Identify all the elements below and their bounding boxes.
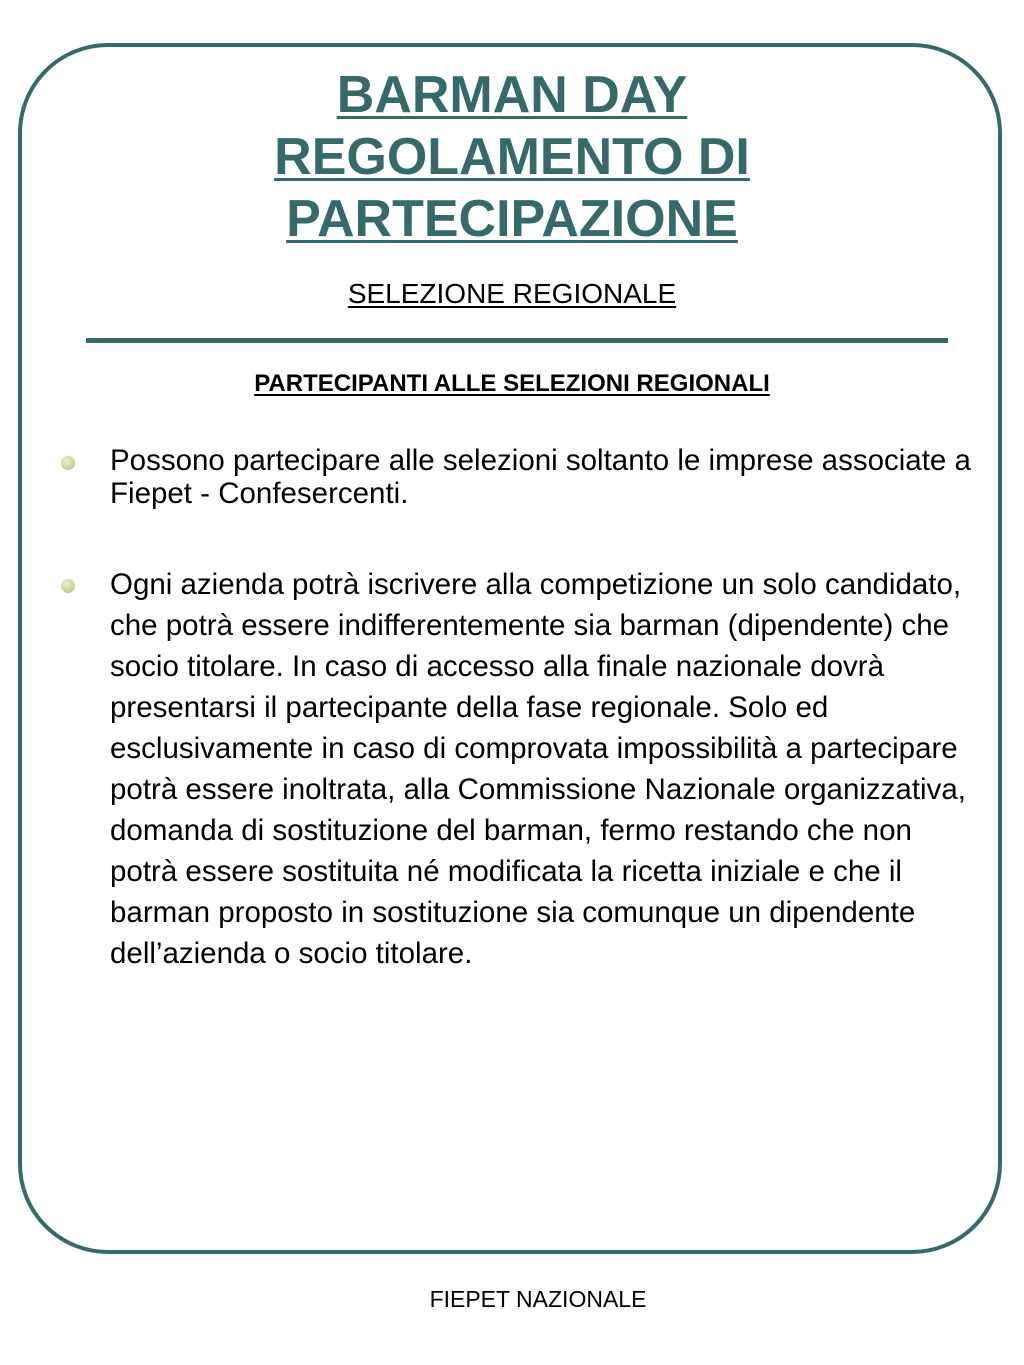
slide-footer: FIEPET NAZIONALE [429,1286,647,1312]
slide-title [0,64,1024,250]
title-line-1: BARMAN DAY [336,66,688,124]
divider-rule [86,338,948,343]
slide-subtitle: SELEZIONE REGIONALE [347,278,677,309]
section-heading: PARTECIPANTI ALLE SELEZIONI REGIONALI [254,370,770,397]
bullet-item-candidate-rules: Ogni azienda potrà iscrivere alla competizione un solo candidato, che potrà essere indifferentemente sia barman (dipendente) che socio titolare. In caso di accesso alla finale nazionale dovrà presentarsi il partecipante della fase regionale. Solo ed esclusivamente in caso di comprovata impossibilità a partecipare potrà essere inoltrata, alla Commissione Nazionale organizzativa, domanda di sostituzione del barman, fermo restando che non potrà essere sostituita né modificata la ricetta iniziale e che il barman proposto in sostituzione sia comunque un dipendente dell’azienda o socio titolare. [110,568,966,970]
title-line-3: PARTECIPAZIONE [286,190,738,248]
title-line-2: REGOLAMENTO DI [274,128,750,186]
bullet-item-eligibility: Possono partecipare alle selezioni soltanto le imprese associate a Fiepet - Confesercenti. [110,444,971,510]
